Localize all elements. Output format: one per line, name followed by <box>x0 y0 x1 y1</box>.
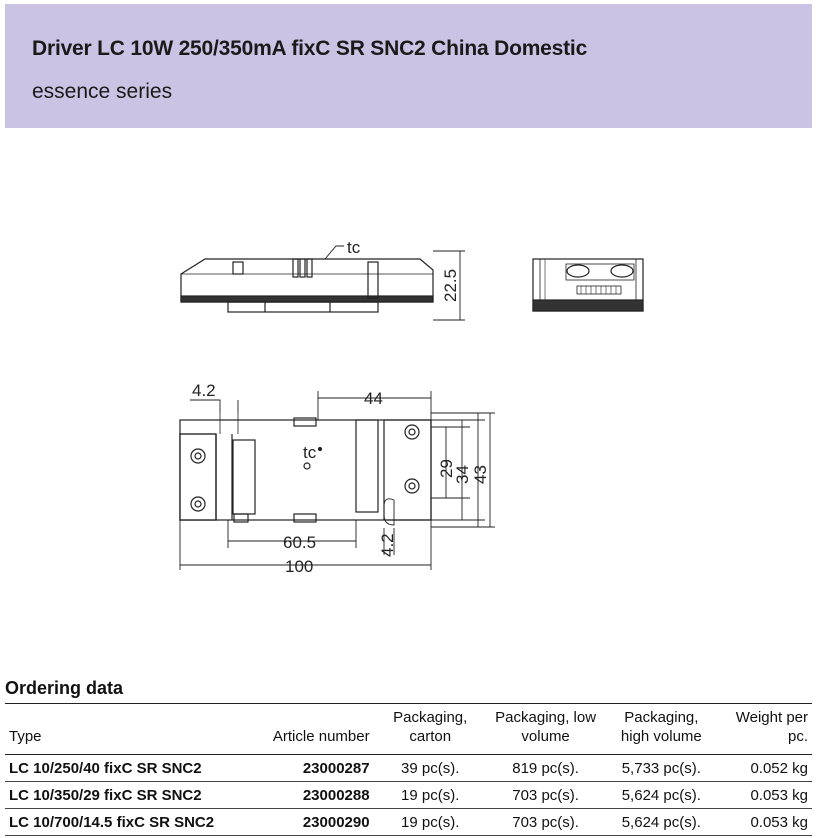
table-row <box>5 755 812 782</box>
cell-low-volume: 703 pc(s). <box>512 786 579 804</box>
plan-view <box>180 391 495 570</box>
cell-article: 23000287 <box>302 759 370 777</box>
header-carton: Packaging, carton <box>393 709 468 745</box>
ordering-table <box>5 703 812 836</box>
side-view <box>181 246 465 320</box>
dim-4-2-bottom: 4.2 <box>378 533 397 557</box>
table-header-row <box>5 704 812 755</box>
cell-low-volume: 819 pc(s). <box>512 759 579 777</box>
dim-100: 100 <box>285 557 314 576</box>
height-dimension: 22.5 <box>441 268 460 302</box>
width-44-dimension: 44 <box>364 389 383 408</box>
dim-60-5: 60.5 <box>283 533 317 552</box>
cell-high-volume: 5,733 pc(s). <box>621 759 701 777</box>
cell-carton: 19 pc(s). <box>401 786 460 804</box>
cell-type: LC 10/700/14.5 fixC SR SNC2 <box>9 813 215 831</box>
cell-weight: 0.053 kg <box>750 786 808 804</box>
end-view <box>533 259 643 311</box>
header-low-volume: Packaging, low volume <box>495 709 597 745</box>
cell-type: LC 10/350/29 fixC SR SNC2 <box>9 786 202 804</box>
header-high-volume: Packaging, high volume <box>620 709 702 745</box>
cell-high-volume: 5,624 pc(s). <box>621 786 701 804</box>
header-article: Article number <box>272 728 370 745</box>
dim-43: 43 <box>471 465 490 484</box>
cell-article: 23000290 <box>302 813 370 831</box>
ordering-data-heading: Ordering data <box>5 678 124 698</box>
cell-low-volume: 703 pc(s). <box>512 813 579 831</box>
cell-high-volume: 5,624 pc(s). <box>621 813 701 831</box>
cell-carton: 39 pc(s). <box>401 759 460 777</box>
dim-34: 34 <box>453 465 472 484</box>
tc-label-side: tc <box>347 238 361 257</box>
dim-29: 29 <box>437 459 456 478</box>
cell-article: 23000288 <box>302 786 370 804</box>
table-row <box>5 809 812 836</box>
page-title: Driver LC 10W 250/350mA fixC SR SNC2 China Domestic <box>32 37 588 60</box>
header-weight: Weight per pc. <box>735 709 808 745</box>
cell-weight: 0.052 kg <box>750 759 808 777</box>
cell-carton: 19 pc(s). <box>401 813 460 831</box>
cell-type: LC 10/250/40 fixC SR SNC2 <box>9 759 202 777</box>
header-type: Type <box>9 728 42 745</box>
tc-label-plan: tc <box>303 443 317 462</box>
width-4-2-dimension: 4.2 <box>192 381 216 400</box>
cell-weight: 0.053 kg <box>750 813 808 831</box>
table-row <box>5 782 812 809</box>
page-subtitle: essence series <box>32 80 173 103</box>
